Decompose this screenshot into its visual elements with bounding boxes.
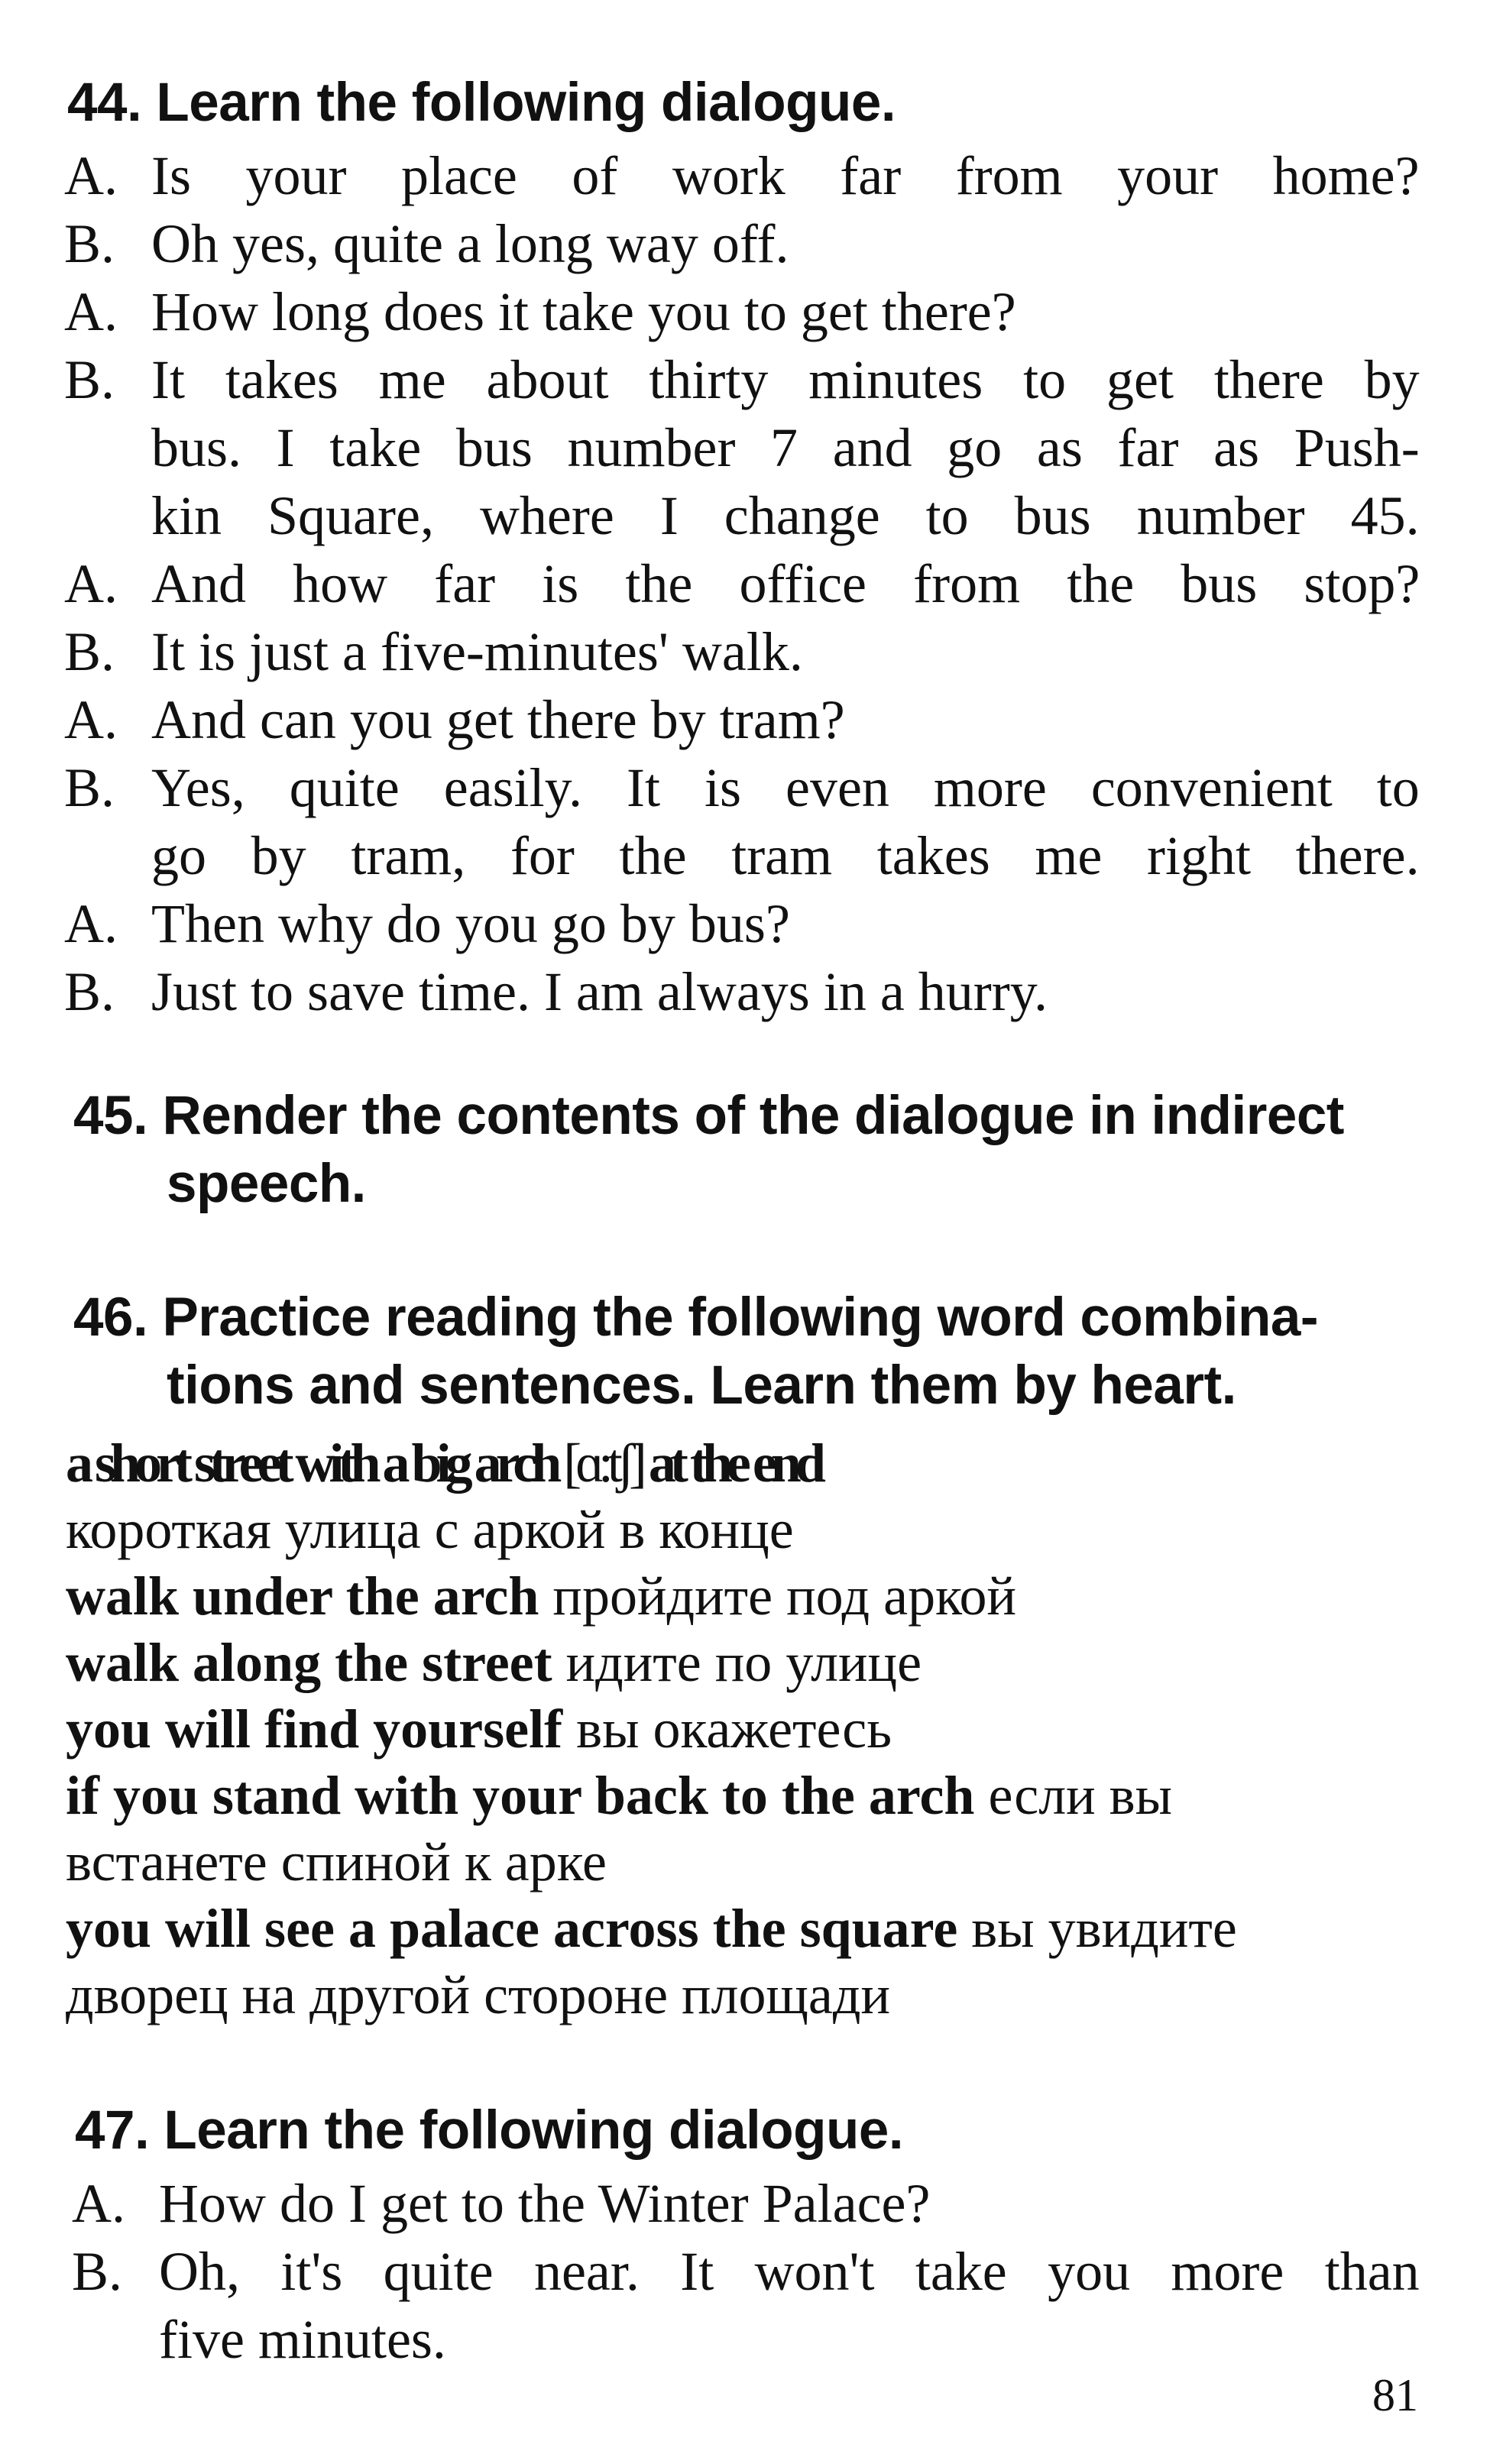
russian-translation: короткая улица с аркой в конце bbox=[66, 1499, 794, 1560]
english-phrase-tail: at the end bbox=[648, 1433, 820, 1494]
exercise-45-heading-continuation: speech. bbox=[167, 1154, 366, 1214]
dialogue-speaker: A. bbox=[64, 281, 118, 342]
dialogue-line-continuation: kin Square, where I change to bus number 45. bbox=[151, 485, 1420, 546]
dialogue-line: Then why do you go by bus? bbox=[151, 893, 790, 954]
dialogue-line: Just to save time. I am always in a hurry. bbox=[151, 961, 1048, 1022]
dialogue-line: How long does it take you to get there? bbox=[151, 281, 1016, 342]
word-combination bbox=[66, 1563, 1016, 1630]
english-phrase: walk under the arch bbox=[66, 1565, 539, 1627]
russian-translation: вы окажетесь bbox=[576, 1698, 892, 1760]
exercise-45-heading bbox=[73, 1082, 1344, 1150]
exercise-46-heading bbox=[73, 1284, 1318, 1352]
dialogue-speaker: B. bbox=[64, 213, 115, 274]
exercise-number: 46. bbox=[73, 1287, 148, 1348]
dialogue-line: Oh yes, quite a long way off. bbox=[151, 213, 789, 274]
russian-translation: дворец на другой стороне площади bbox=[66, 1964, 891, 2025]
english-phrase: a short street with a big arch bbox=[66, 1433, 556, 1494]
russian-translation: встанете спиной к арке bbox=[66, 1831, 607, 1893]
exercise-heading-line: Render the contents of the dialogue in indirect bbox=[162, 1086, 1344, 1146]
english-phrase: if you stand with your back to the arch bbox=[66, 1765, 975, 1826]
dialogue-line: Yes, quite easily. It is even more convenient to bbox=[151, 757, 1420, 818]
dialogue-speaker: A. bbox=[64, 893, 118, 954]
exercise-47-heading: 47. Learn the following dialogue. bbox=[75, 2100, 904, 2161]
dialogue-line-continuation: go by tram, for the tram takes me right there. bbox=[151, 825, 1420, 886]
exercise-44-heading: 44. Learn the following dialogue. bbox=[67, 73, 896, 133]
dialogue-line-continuation: bus. I take bus number 7 and go as far as Push- bbox=[151, 417, 1420, 478]
dialogue-speaker: A. bbox=[64, 689, 118, 750]
dialogue-speaker: B. bbox=[64, 349, 115, 410]
dialogue-line: Oh, it's quite near. It won't take you more than bbox=[159, 2241, 1420, 2302]
page-number: 81 bbox=[1372, 2370, 1418, 2420]
word-combination bbox=[66, 1896, 1237, 1962]
dialogue-line: And how far is the office from the bus stop? bbox=[151, 553, 1420, 614]
word-combination bbox=[66, 1696, 892, 1763]
phonetic-transcription: [ɑ:tʃ] bbox=[563, 1433, 641, 1494]
russian-translation: идите по улице bbox=[565, 1632, 922, 1693]
word-combination bbox=[66, 1763, 1172, 1829]
dialogue-speaker: A. bbox=[64, 553, 118, 614]
russian-translation: пройдите под аркой bbox=[552, 1565, 1016, 1627]
dialogue-line: It takes me about thirty minutes to get there by bbox=[151, 349, 1420, 410]
russian-translation: вы увидите bbox=[971, 1898, 1237, 1959]
english-phrase: walk along the street bbox=[66, 1632, 552, 1693]
english-phrase: you will find yourself bbox=[66, 1698, 563, 1760]
dialogue-speaker: A. bbox=[64, 145, 118, 206]
dialogue-speaker: B. bbox=[64, 757, 115, 818]
exercise-heading-line: Practice reading the following word combina- bbox=[162, 1287, 1319, 1348]
exercise-46-heading-continuation: tions and sentences. Learn them by heart. bbox=[167, 1355, 1236, 1416]
dialogue-line-continuation: five minutes. bbox=[159, 2309, 446, 2370]
word-combination bbox=[66, 1630, 922, 1696]
exercise-number: 45. bbox=[73, 1086, 148, 1146]
english-phrase: you will see a palace across the square bbox=[66, 1898, 958, 1959]
dialogue-speaker: B. bbox=[64, 961, 115, 1022]
word-combination bbox=[66, 1430, 1426, 1497]
dialogue-line: How do I get to the Winter Palace? bbox=[159, 2173, 931, 2234]
russian-translation: если вы bbox=[988, 1765, 1173, 1826]
dialogue-speaker: B. bbox=[64, 621, 115, 682]
dialogue-line: It is just a five-minutes' walk. bbox=[151, 621, 803, 682]
dialogue-speaker: A. bbox=[72, 2173, 125, 2234]
dialogue-speaker: B. bbox=[72, 2241, 123, 2302]
dialogue-line: And can you get there by tram? bbox=[151, 689, 845, 750]
dialogue-line: Is your place of work far from your home? bbox=[151, 145, 1420, 206]
